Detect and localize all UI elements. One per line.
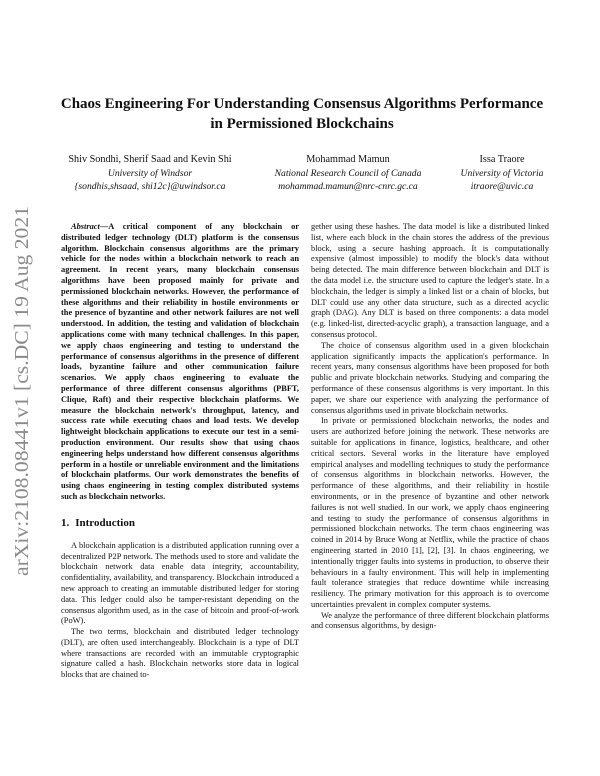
- author-email: itraore@uvic.ca: [470, 181, 534, 192]
- section-number: 1.: [61, 516, 70, 529]
- intro-paragraph-3: gether using these hashes. The data model is like a distributed linked list, where each block in the chain stores the address of the previous block, using a secure hashing approach. It is computationally expensive (almost impossible) to modify the block's data without being detected. The main difference between blockchain and DLT is the data model i.e. the structure used to capture the ledger's state. In a blockchain, the ledger is simply a linked list or a chain of blocks, but DLT could use any other data structure, such as a directed acyclic graph (DAG). Any DLT is based on three components: a data model (e.g. linked-list, directed-acyclic graph), a transaction language, and a consensus protocol.: [311, 222, 549, 339]
- author-email: mohammad.mamun@nrc-cnrc.gc.ca: [278, 181, 418, 192]
- intro-paragraph-1: A blockchain application is a distributed application running over a decentralized P2P network. The methods used to store and validate the blockchain network data enable data integrity, accountability, confidentiality, availability, and transparency. Blockchain introduced a new approach to creating an immutable distributed ledger for storing data. This ledger could also be tamper-resistant depending on the consensus algorithm used, as in the case of bitcoin and proof-of-work (PoW).: [61, 540, 299, 626]
- author-block-1: [40, 153, 260, 193]
- author-name: Issa Traore: [479, 154, 525, 165]
- paper-title: Chaos Engineering For Understanding Consensus Algorithms Performance in Permissioned Blockchains: [60, 96, 544, 132]
- author-email: {sondhis,shsaad, shi12c}@uwindsor.ca: [74, 181, 226, 192]
- author-affiliation: National Research Council of Canada: [274, 168, 422, 179]
- left-column: [61, 222, 299, 681]
- abstract-text: —A critical component of any blockchain or distributed ledger technology (DLT) platform is the consensus algorithm. Blockchain consensus algorithms are the primary vehicle for the nodes within a blockchain network to reach an agreement. In recent years, many blockchain consensus algorithms have been proposed mainly for private and permissioned blockchain networks. However, the performance of these algorithms and their reliability in hostile environments or the presence of byzantine and other network failures are not well understood. In addition, the testing and validation of blockchain applications come with many technical challenges. In this paper, we apply chaos engineering and testing to understand the performance of consensus algorithms in the presence of different loads, byzantine failure and other communication failure scenarios. We apply chaos engineering to evaluate the performance of three different consensus algorithms (PBFT, Clique, Raft) and their respective blockchain platforms. We measure the blockchain network's throughput, latency, and success rate while executing chaos and load tests. We develop lightweight blockchain applications to execute our test in a semi-production environment. Our results show that using chaos engineering helps understand how different consensus algorithms perform in a hostile or unreliable environment and the limitations of blockchain platforms. Our work demonstrates the benefits of using chaos engineering in testing complex distributed systems such as blockchain networks.: [61, 222, 299, 501]
- intro-paragraph-4: The choice of consensus algorithm used in a given blockchain application significantly impacts the application's performance. In recent years, many consensus algorithms have been proposed for both public and private blockchain networks. Studying and comparing the performance of these consensus algorithms is very important. In this paper, we share our experience with analyzing the performance of consensus algorithms used in private blockchain networks.: [311, 340, 549, 415]
- right-column: [311, 222, 549, 632]
- section-heading-introduction: [61, 516, 299, 530]
- intro-paragraph-2: The two terms, blockchain and distributed ledger technology (DLT), are often used interchangeably. Blockchain is a type of DLT where transactions are recorded with an immutable cryptographic signature called a hash. Blockchain networks store data in logical blocks that are chained to-: [61, 627, 299, 680]
- section-title: Introduction: [75, 516, 135, 529]
- author-block-3: [432, 153, 572, 193]
- intro-paragraph-5: In private or permissioned blockchain networks, the nodes and users are authorized before joining the network. These networks are suitable for applications in finance, logistics, healthcare, and other critical sectors. Several works in the literature have employed empirical analyses and modelling techniques to study the performance of consensus algorithms in blockchain networks. However, the performance of these algorithms, and their reliability in hostile environments, or in the presence of byzantine and other network failures is not well studied. In our work, we apply chaos engineering and testing to study the performance of consensus algorithms in permissioned blockchain networks. The term chaos engineering was coined in 2014 by Bruce Wong at Netflix, while the practice of chaos engineering started in 2010 [1], [2], [3]. In chaos engineering, we intentionally trigger faults into systems in production, to observe their behaviours in a faulty environment. This will help in implementing fault tolerance strategies that reduce downtime while increasing resiliency. The primary motivation for this approach is to overcome uncertainties prevalent in complex computer systems.: [311, 416, 549, 609]
- arxiv-identifier: [6, 196, 36, 576]
- author-name: Mohammad Mamun: [306, 154, 390, 165]
- abstract-lead: Abstract: [71, 222, 100, 231]
- author-name: Shiv Sondhi, Sherif Saad and Kevin Shi: [68, 154, 232, 165]
- author-affiliation: University of Victoria: [460, 168, 544, 179]
- arxiv-id-text: arXiv:2108.08441v1 [cs.DC] 19 Aug 2021: [12, 242, 33, 576]
- author-block-2: [258, 153, 438, 193]
- author-affiliation: University of Windsor: [107, 168, 193, 179]
- intro-paragraph-6: We analyze the performance of three different blockchain platforms and consensus algorithms, by design-: [311, 610, 549, 631]
- abstract: [61, 222, 299, 503]
